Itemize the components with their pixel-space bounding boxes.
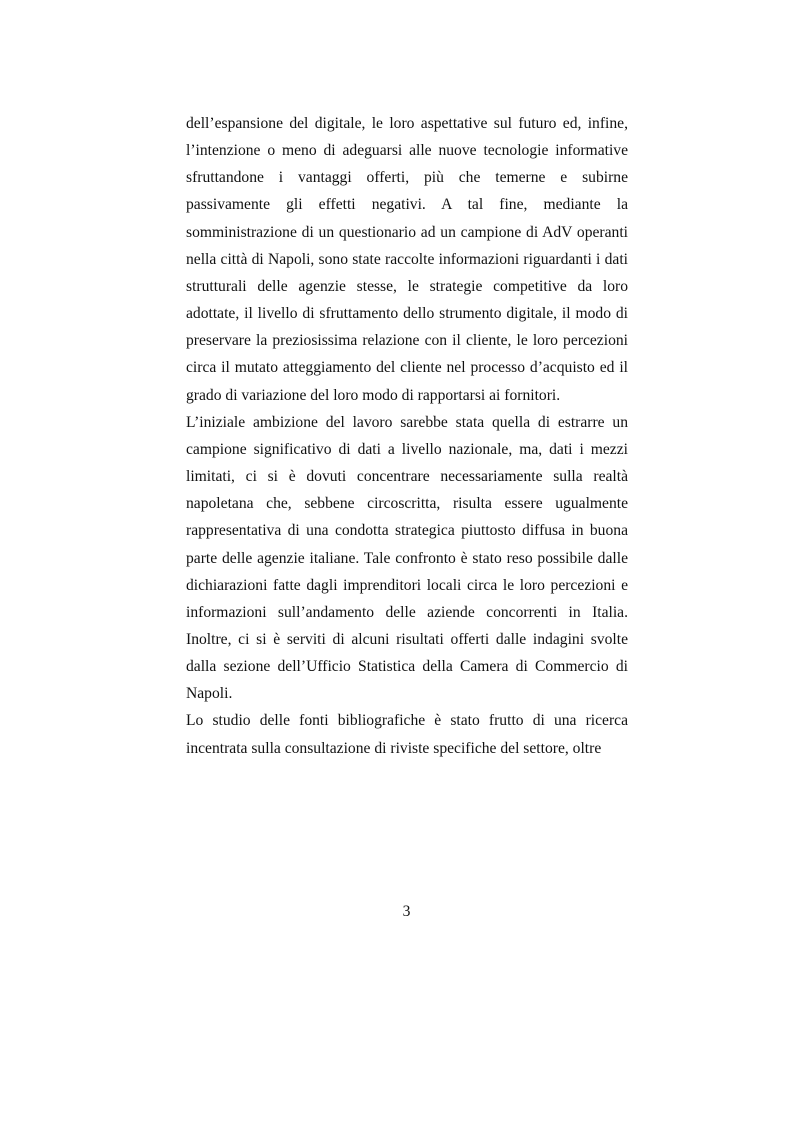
page-number: 3 (402, 903, 411, 920)
body-text (186, 110, 628, 762)
paragraph-sample-scope: L’iniziale ambizione del lavoro sarebbe stata quella di estrarre un campione significativo di dati a livello nazionale, ma, dati i mezzi limitati, ci si è dovuti concentrare necessariamente sulla realtà napoletana che, sebbene circoscritta, risulta essere ugualmente rappresentativa di una condotta strategica piuttosto diffusa in buona parte delle agenzie italiane. Tale confronto è stato reso possibile dalle dichiarazioni fatte dagli imprenditori locali circa le loro percezioni e informazioni sull’andamento delle aziende concorrenti in Italia. Inoltre, ci si è serviti di alcuni risultati offerti dalle indagini svolte dalla sezione dell’Ufficio Statistica della Camera di Commercio di Napoli. (186, 413, 628, 703)
paragraph-survey-description: dell’espansione del digitale, le loro aspettative sul futuro ed, infine, l’intenzione o meno di adeguarsi alle nuove tecnologie informative sfruttandone i vantaggi offerti, più che temerne e subirne passivamente gli effetti negativi. A tal fine, mediante la somministrazione di un questionario ad un campione di AdV operanti nella città di Napoli, sono state raccolte informazioni riguardanti i dati strutturali delle agenzie stesse, le strategie competitive da loro adottate, il livello di sfruttamento dello strumento digitale, il modo di preservare la preziosissima relazione con il cliente, le loro percezioni circa il mutato atteggiamento del cliente nel processo d’acquisto ed il grado di variazione del loro modo di rapportarsi ai fornitori. (186, 115, 628, 404)
paragraph-bibliographic-sources: Lo studio delle fonti bibliografiche è stato frutto di una ricerca incentrata sulla consultazione di riviste specifiche del settore, oltre (186, 712, 628, 757)
